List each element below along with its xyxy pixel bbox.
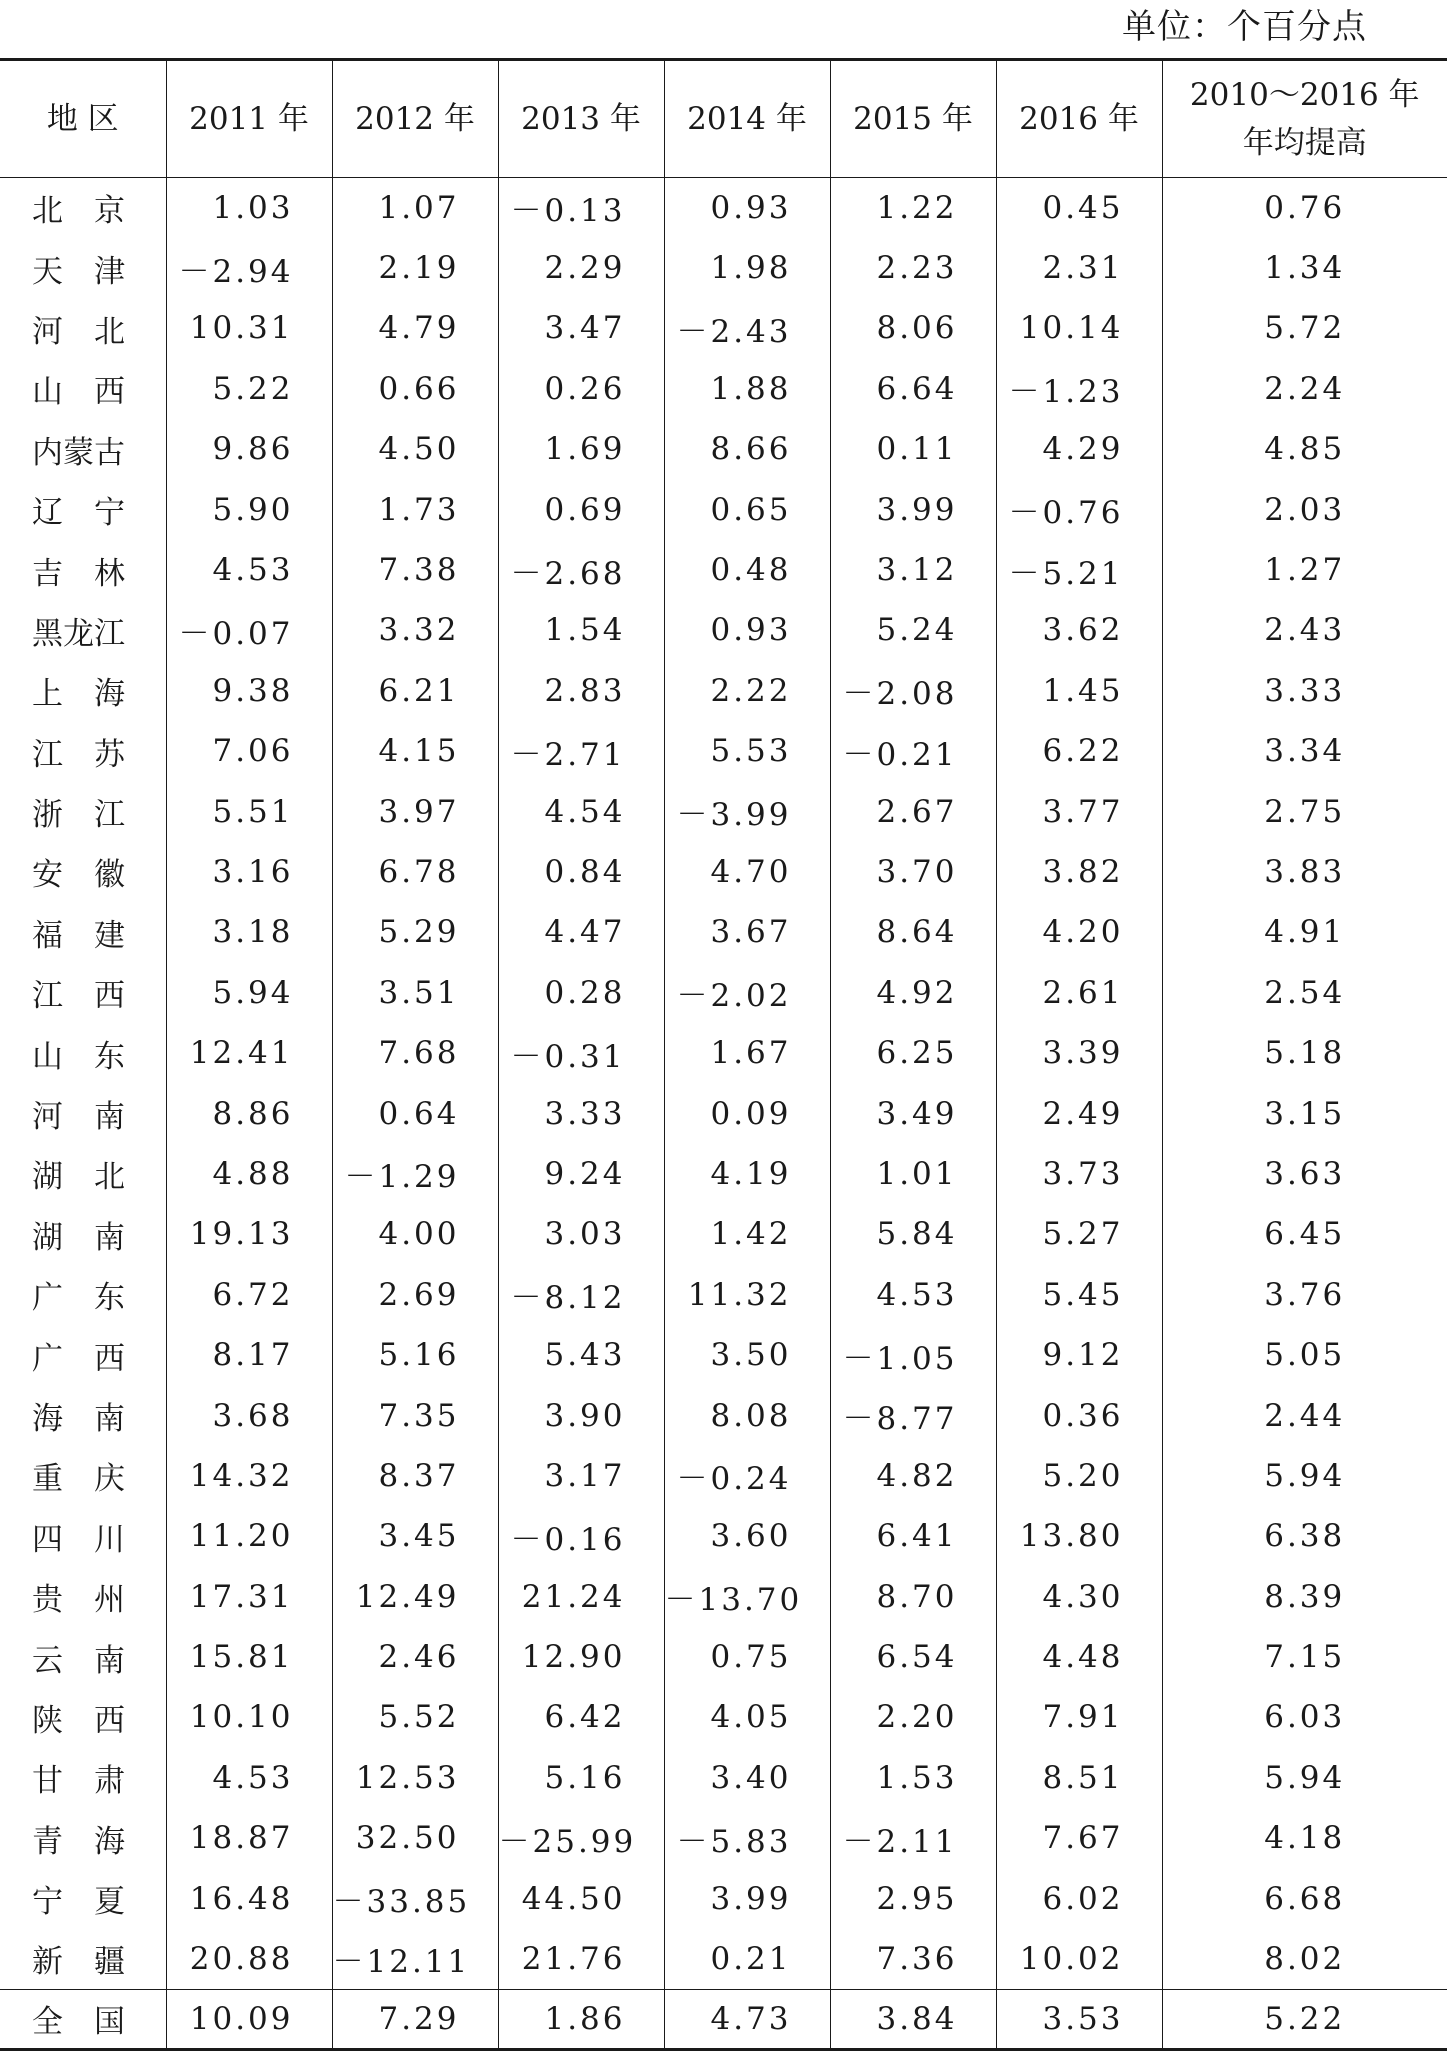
table-row: [0, 298, 1447, 358]
value-cell: 5.20: [996, 1446, 1162, 1506]
value-cell: 6.25: [830, 1023, 996, 1083]
value-cell: 6.72: [166, 1265, 332, 1325]
region-cell: 云 南: [0, 1627, 166, 1687]
value-cell: －0.16: [498, 1506, 664, 1566]
region-cell: 天 津: [0, 238, 166, 298]
value-cell: 1.67: [664, 1023, 830, 1083]
value-cell: 4.53: [830, 1265, 996, 1325]
value-cell: －8.77: [830, 1385, 996, 1445]
table-total: [0, 1989, 1447, 2049]
value-cell: 12.90: [498, 1627, 664, 1687]
value-cell: －2.68: [498, 540, 664, 600]
value-cell: 44.50: [498, 1868, 664, 1928]
value-cell: 3.99: [830, 479, 996, 539]
avg-value-cell: 5.72: [1162, 298, 1447, 358]
value-cell: 7.38: [332, 540, 498, 600]
value-cell: 3.39: [996, 1023, 1162, 1083]
value-cell: 11.20: [166, 1506, 332, 1566]
value-cell: 2.69: [332, 1265, 498, 1325]
value-cell: 0.66: [332, 359, 498, 419]
value-cell: 7.68: [332, 1023, 498, 1083]
value-cell: 5.51: [166, 781, 332, 841]
region-cell: 新 疆: [0, 1929, 166, 1989]
value-cell: 3.51: [332, 963, 498, 1023]
avg-value-cell: 6.38: [1162, 1506, 1447, 1566]
value-cell: 3.82: [996, 842, 1162, 902]
value-cell: 3.73: [996, 1144, 1162, 1204]
col-header-2015: 2015 年: [830, 60, 996, 178]
value-cell: 1.98: [664, 238, 830, 298]
value-cell: 12.41: [166, 1023, 332, 1083]
table-row: [0, 1929, 1447, 1989]
value-cell: －5.83: [664, 1808, 830, 1868]
value-cell: 10.02: [996, 1929, 1162, 1989]
region-cell: 甘 肃: [0, 1748, 166, 1808]
value-cell: 0.93: [664, 178, 830, 238]
value-cell: －0.76: [996, 479, 1162, 539]
value-cell: －0.31: [498, 1023, 664, 1083]
value-cell: 5.22: [166, 359, 332, 419]
table-row: [0, 842, 1447, 902]
value-cell: 2.46: [332, 1627, 498, 1687]
value-cell: 4.70: [664, 842, 830, 902]
table-row: [0, 1868, 1447, 1928]
value-cell: 8.06: [830, 298, 996, 358]
value-cell: 4.88: [166, 1144, 332, 1204]
value-cell: －0.13: [498, 178, 664, 238]
value-cell: 9.12: [996, 1325, 1162, 1385]
table-row: [0, 600, 1447, 660]
value-cell: 3.16: [166, 842, 332, 902]
value-cell: 2.31: [996, 238, 1162, 298]
value-cell: 4.53: [166, 1748, 332, 1808]
value-cell: 0.09: [664, 1083, 830, 1143]
avg-value-cell: 3.63: [1162, 1144, 1447, 1204]
avg-value-cell: 2.44: [1162, 1385, 1447, 1445]
value-cell: 8.37: [332, 1446, 498, 1506]
value-cell: 0.64: [332, 1083, 498, 1143]
value-cell: 2.20: [830, 1687, 996, 1747]
value-cell: 5.53: [664, 721, 830, 781]
value-cell: 19.13: [166, 1204, 332, 1264]
value-cell: －0.21: [830, 721, 996, 781]
value-cell: 2.49: [996, 1083, 1162, 1143]
value-cell: 9.38: [166, 661, 332, 721]
value-cell: －2.08: [830, 661, 996, 721]
avg-value-cell: 3.83: [1162, 842, 1447, 902]
value-cell: 3.50: [664, 1325, 830, 1385]
region-cell: 广 西: [0, 1325, 166, 1385]
value-cell: 3.77: [996, 781, 1162, 841]
value-cell: 3.67: [664, 902, 830, 962]
value-cell: 5.90: [166, 479, 332, 539]
value-cell: －1.05: [830, 1325, 996, 1385]
value-cell: 3.90: [498, 1385, 664, 1445]
avg-value-cell: 0.76: [1162, 178, 1447, 238]
col-header-2011: 2011 年: [166, 60, 332, 178]
value-cell: 2.83: [498, 661, 664, 721]
region-cell: 广 东: [0, 1265, 166, 1325]
value-cell: 4.48: [996, 1627, 1162, 1687]
value-cell: 1.01: [830, 1144, 996, 1204]
value-cell: 5.45: [996, 1265, 1162, 1325]
value-cell: 3.45: [332, 1506, 498, 1566]
data-table: [0, 58, 1447, 2051]
table-row: [0, 902, 1447, 962]
value-cell: －2.11: [830, 1808, 996, 1868]
avg-value-cell: 1.34: [1162, 238, 1447, 298]
value-cell: 0.28: [498, 963, 664, 1023]
value-cell: 3.40: [664, 1748, 830, 1808]
avg-value-cell: 6.45: [1162, 1204, 1447, 1264]
avg-value-cell: 2.43: [1162, 600, 1447, 660]
value-cell: 10.10: [166, 1687, 332, 1747]
value-cell: 2.61: [996, 963, 1162, 1023]
value-cell: 6.22: [996, 721, 1162, 781]
value-cell: 3.33: [498, 1083, 664, 1143]
value-cell: 11.32: [664, 1265, 830, 1325]
region-cell: 湖 北: [0, 1144, 166, 1204]
value-cell: 3.18: [166, 902, 332, 962]
value-cell: 1.22: [830, 178, 996, 238]
value-cell: 7.67: [996, 1808, 1162, 1868]
value-cell: 8.66: [664, 419, 830, 479]
value-cell: －5.21: [996, 540, 1162, 600]
value-cell: 3.84: [830, 1989, 996, 2049]
value-cell: 5.43: [498, 1325, 664, 1385]
value-cell: －2.43: [664, 298, 830, 358]
col-header-2012: 2012 年: [332, 60, 498, 178]
table-row: [0, 1506, 1447, 1566]
value-cell: 4.54: [498, 781, 664, 841]
table-row: [0, 238, 1447, 298]
value-cell: 0.48: [664, 540, 830, 600]
value-cell: 4.79: [332, 298, 498, 358]
region-cell: 山 东: [0, 1023, 166, 1083]
value-cell: 3.70: [830, 842, 996, 902]
avg-value-cell: 1.27: [1162, 540, 1447, 600]
value-cell: 3.99: [664, 1868, 830, 1928]
value-cell: 6.78: [332, 842, 498, 902]
value-cell: －0.07: [166, 600, 332, 660]
table-row: [0, 1144, 1447, 1204]
region-cell: 河 北: [0, 298, 166, 358]
value-cell: 2.19: [332, 238, 498, 298]
avg-value-cell: 4.91: [1162, 902, 1447, 962]
value-cell: 4.19: [664, 1144, 830, 1204]
value-cell: 0.75: [664, 1627, 830, 1687]
value-cell: 4.47: [498, 902, 664, 962]
avg-value-cell: 3.15: [1162, 1083, 1447, 1143]
table-row: [0, 661, 1447, 721]
value-cell: 1.88: [664, 359, 830, 419]
region-cell: 四 川: [0, 1506, 166, 1566]
value-cell: －2.02: [664, 963, 830, 1023]
region-cell: 内蒙古: [0, 419, 166, 479]
value-cell: 1.86: [498, 1989, 664, 2049]
value-cell: 3.62: [996, 600, 1162, 660]
value-cell: 3.12: [830, 540, 996, 600]
table-row: [0, 1627, 1447, 1687]
region-cell: 山 西: [0, 359, 166, 419]
value-cell: 0.93: [664, 600, 830, 660]
value-cell: 3.17: [498, 1446, 664, 1506]
value-cell: 1.42: [664, 1204, 830, 1264]
avg-value-cell: 5.94: [1162, 1446, 1447, 1506]
value-cell: 4.30: [996, 1566, 1162, 1626]
value-cell: 14.32: [166, 1446, 332, 1506]
value-cell: 10.31: [166, 298, 332, 358]
value-cell: 0.21: [664, 1929, 830, 1989]
value-cell: 20.88: [166, 1929, 332, 1989]
table-row: [0, 1083, 1447, 1143]
avg-value-cell: 8.02: [1162, 1929, 1447, 1989]
avg-value-cell: 6.68: [1162, 1868, 1447, 1928]
value-cell: 6.42: [498, 1687, 664, 1747]
col-header-avg: [1162, 60, 1447, 178]
table-row: [0, 1265, 1447, 1325]
col-header-avg-line1: 2010～2016 年: [1163, 71, 1447, 119]
value-cell: 12.53: [332, 1748, 498, 1808]
value-cell: 0.69: [498, 479, 664, 539]
region-cell: 福 建: [0, 902, 166, 962]
avg-value-cell: 5.05: [1162, 1325, 1447, 1385]
value-cell: 3.47: [498, 298, 664, 358]
value-cell: 1.45: [996, 661, 1162, 721]
value-cell: －12.11: [332, 1929, 498, 1989]
col-header-2013: 2013 年: [498, 60, 664, 178]
value-cell: 7.29: [332, 1989, 498, 2049]
value-cell: －33.85: [332, 1868, 498, 1928]
avg-value-cell: 6.03: [1162, 1687, 1447, 1747]
region-cell: 浙 江: [0, 781, 166, 841]
value-cell: 1.69: [498, 419, 664, 479]
region-cell: 重 庆: [0, 1446, 166, 1506]
value-cell: 6.02: [996, 1868, 1162, 1928]
value-cell: －1.29: [332, 1144, 498, 1204]
value-cell: －13.70: [664, 1566, 830, 1626]
value-cell: 3.53: [996, 1989, 1162, 2049]
col-header-2016: 2016 年: [996, 60, 1162, 178]
value-cell: 0.11: [830, 419, 996, 479]
table-row: [0, 359, 1447, 419]
value-cell: 3.60: [664, 1506, 830, 1566]
table-row: [0, 1687, 1447, 1747]
region-cell: 贵 州: [0, 1566, 166, 1626]
table-row: [0, 1204, 1447, 1264]
table-row: [0, 540, 1447, 600]
avg-value-cell: 2.24: [1162, 359, 1447, 419]
value-cell: 8.86: [166, 1083, 332, 1143]
value-cell: 5.94: [166, 963, 332, 1023]
unit-label: 单位：个百分点: [1122, 2, 1367, 52]
value-cell: 1.73: [332, 479, 498, 539]
value-cell: －25.99: [498, 1808, 664, 1868]
value-cell: 3.03: [498, 1204, 664, 1264]
value-cell: 8.51: [996, 1748, 1162, 1808]
value-cell: 8.08: [664, 1385, 830, 1445]
value-cell: 9.24: [498, 1144, 664, 1204]
total-row: [0, 1989, 1447, 2049]
value-cell: 15.81: [166, 1627, 332, 1687]
value-cell: 16.48: [166, 1868, 332, 1928]
region-cell: 陕 西: [0, 1687, 166, 1747]
header-row: [0, 60, 1447, 178]
avg-value-cell: 3.33: [1162, 661, 1447, 721]
value-cell: 2.29: [498, 238, 664, 298]
table-row: [0, 1566, 1447, 1626]
region-cell: 全 国: [0, 1989, 166, 2049]
value-cell: 6.54: [830, 1627, 996, 1687]
region-cell: 北 京: [0, 178, 166, 238]
value-cell: 0.84: [498, 842, 664, 902]
value-cell: 4.82: [830, 1446, 996, 1506]
table-body: [0, 178, 1447, 1990]
value-cell: 8.64: [830, 902, 996, 962]
region-cell: 黑龙江: [0, 600, 166, 660]
value-cell: 8.17: [166, 1325, 332, 1385]
avg-value-cell: 2.75: [1162, 781, 1447, 841]
value-cell: 4.15: [332, 721, 498, 781]
table-row: [0, 178, 1447, 238]
value-cell: 7.36: [830, 1929, 996, 1989]
avg-value-cell: 3.34: [1162, 721, 1447, 781]
value-cell: －2.94: [166, 238, 332, 298]
avg-value-cell: 4.18: [1162, 1808, 1447, 1868]
table-row: [0, 721, 1447, 781]
value-cell: 3.49: [830, 1083, 996, 1143]
value-cell: 8.70: [830, 1566, 996, 1626]
region-cell: 江 西: [0, 963, 166, 1023]
avg-value-cell: 2.03: [1162, 479, 1447, 539]
value-cell: 10.14: [996, 298, 1162, 358]
value-cell: 5.24: [830, 600, 996, 660]
table-row: [0, 479, 1447, 539]
value-cell: 2.22: [664, 661, 830, 721]
col-header-region: 地 区: [0, 60, 166, 178]
value-cell: －2.71: [498, 721, 664, 781]
table-row: [0, 781, 1447, 841]
value-cell: 3.97: [332, 781, 498, 841]
value-cell: 4.50: [332, 419, 498, 479]
region-cell: 宁 夏: [0, 1868, 166, 1928]
value-cell: 4.20: [996, 902, 1162, 962]
value-cell: 0.26: [498, 359, 664, 419]
value-cell: －0.24: [664, 1446, 830, 1506]
value-cell: 5.27: [996, 1204, 1162, 1264]
table-row: [0, 1808, 1447, 1868]
value-cell: 9.86: [166, 419, 332, 479]
value-cell: 17.31: [166, 1566, 332, 1626]
value-cell: 5.84: [830, 1204, 996, 1264]
avg-value-cell: 5.94: [1162, 1748, 1447, 1808]
value-cell: －3.99: [664, 781, 830, 841]
value-cell: 32.50: [332, 1808, 498, 1868]
value-cell: 0.65: [664, 479, 830, 539]
value-cell: 7.91: [996, 1687, 1162, 1747]
avg-value-cell: 5.18: [1162, 1023, 1447, 1083]
avg-value-cell: 8.39: [1162, 1566, 1447, 1626]
region-cell: 海 南: [0, 1385, 166, 1445]
value-cell: －8.12: [498, 1265, 664, 1325]
region-cell: 湖 南: [0, 1204, 166, 1264]
table-row: [0, 1446, 1447, 1506]
col-header-2014: 2014 年: [664, 60, 830, 178]
value-cell: 13.80: [996, 1506, 1162, 1566]
value-cell: 6.64: [830, 359, 996, 419]
avg-value-cell: 4.85: [1162, 419, 1447, 479]
avg-value-cell: 7.15: [1162, 1627, 1447, 1687]
value-cell: 7.06: [166, 721, 332, 781]
value-cell: 4.73: [664, 1989, 830, 2049]
value-cell: 5.29: [332, 902, 498, 962]
region-cell: 吉 林: [0, 540, 166, 600]
table-row: [0, 1023, 1447, 1083]
value-cell: 6.41: [830, 1506, 996, 1566]
value-cell: 2.95: [830, 1868, 996, 1928]
region-cell: 上 海: [0, 661, 166, 721]
table-row: [0, 1748, 1447, 1808]
avg-value-cell: 3.76: [1162, 1265, 1447, 1325]
value-cell: 18.87: [166, 1808, 332, 1868]
value-cell: 21.24: [498, 1566, 664, 1626]
value-cell: 10.09: [166, 1989, 332, 2049]
region-cell: 安 徽: [0, 842, 166, 902]
region-cell: 辽 宁: [0, 479, 166, 539]
value-cell: 21.76: [498, 1929, 664, 1989]
value-cell: 12.49: [332, 1566, 498, 1626]
value-cell: 5.52: [332, 1687, 498, 1747]
table-row: [0, 963, 1447, 1023]
value-cell: 4.00: [332, 1204, 498, 1264]
value-cell: 1.07: [332, 178, 498, 238]
value-cell: －1.23: [996, 359, 1162, 419]
value-cell: 2.23: [830, 238, 996, 298]
value-cell: 2.67: [830, 781, 996, 841]
value-cell: 6.21: [332, 661, 498, 721]
table-row: [0, 419, 1447, 479]
avg-value-cell: 5.22: [1162, 1989, 1447, 2049]
value-cell: 4.05: [664, 1687, 830, 1747]
value-cell: 1.53: [830, 1748, 996, 1808]
value-cell: 4.29: [996, 419, 1162, 479]
table-row: [0, 1325, 1447, 1385]
avg-value-cell: 2.54: [1162, 963, 1447, 1023]
region-cell: 青 海: [0, 1808, 166, 1868]
value-cell: 5.16: [498, 1748, 664, 1808]
region-cell: 江 苏: [0, 721, 166, 781]
value-cell: 4.92: [830, 963, 996, 1023]
value-cell: 1.03: [166, 178, 332, 238]
value-cell: 0.36: [996, 1385, 1162, 1445]
col-header-avg-line2: 年均提高: [1163, 119, 1447, 167]
value-cell: 0.45: [996, 178, 1162, 238]
table-row: [0, 1385, 1447, 1445]
value-cell: 1.54: [498, 600, 664, 660]
region-cell: 河 南: [0, 1083, 166, 1143]
value-cell: 4.53: [166, 540, 332, 600]
value-cell: 5.16: [332, 1325, 498, 1385]
value-cell: 3.68: [166, 1385, 332, 1445]
value-cell: 3.32: [332, 600, 498, 660]
value-cell: 7.35: [332, 1385, 498, 1445]
